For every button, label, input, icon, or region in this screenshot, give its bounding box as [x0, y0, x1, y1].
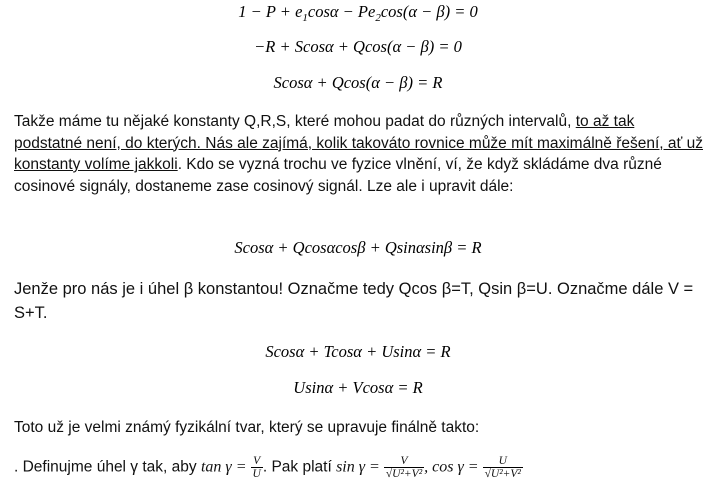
definition-mid: . Pak platí [262, 458, 337, 476]
paragraph-1-text-a: Takže máme tu nějaké konstanty Q,R,S, které mohou padat do různých intervalů, [14, 113, 576, 130]
equation-1 [0, 2, 716, 28]
equation-1-sub-1: 1 [302, 12, 308, 24]
tan-expression: tan γ = [200, 458, 251, 476]
sin-denominator: √U²+V² [385, 468, 423, 480]
tan-denominator: U [252, 468, 261, 480]
equation-5: Scosα + Tcosα + Usinα = R [265, 342, 451, 361]
equation-1-part-b: cosα − Pe [307, 2, 376, 21]
sin-fraction [384, 455, 424, 480]
equation-1-part-c: cos(α − β) = 0 [380, 2, 478, 21]
equation-1-sub-2: 2 [375, 12, 381, 24]
sin-numerator: V [384, 455, 424, 468]
paragraph-1-text-b: . Kdo se vyzná trochu ve fyzice vlnění, ví, že když skládáme dva různé cosinové signály, dostaneme zase cosinový signál. Lze ale i upravit dále: [14, 156, 662, 195]
cos-expression: cos γ = [432, 458, 483, 476]
paragraph-3: Toto už je velmi známý fyzikální tvar, který se upravuje finálně takto: [14, 419, 480, 436]
sin-expression: sin γ = [336, 458, 384, 476]
tan-fraction [251, 455, 263, 480]
cos-fraction [483, 455, 523, 480]
cos-denominator: √U²+V² [484, 468, 521, 480]
equation-3: Scosα + Qcos(α − β) = R [273, 73, 443, 92]
paragraph-2: Jenže pro nás je i úhel β konstantou! Označme tedy Qcos β=T, Qsin β=U. Označme dále V = S+T. [14, 280, 694, 322]
paragraph-1 [14, 111, 704, 197]
definition-comma: , [424, 458, 433, 476]
definition-prefix: . Definujme úhel γ tak, aby [14, 458, 201, 476]
definition-line [14, 455, 523, 480]
equation-4: Scosα + Qcosαcosβ + Qsinαsinβ = R [234, 238, 482, 257]
equation-2: −R + Scosα + Qcos(α − β) = 0 [254, 37, 462, 56]
tan-numerator: V [251, 455, 263, 468]
equation-1-part-a: 1 − P + e [238, 2, 303, 21]
cos-numerator: U [483, 455, 523, 468]
equation-6: Usinα + Vcosα = R [293, 378, 423, 397]
paragraph-1-underlined: to až tak podstatné není, do kterých. Nás ale zajímá, kolik takováto rovnice může mít maximálně řešení, ať už konstanty volíme jakkoli [14, 113, 703, 173]
